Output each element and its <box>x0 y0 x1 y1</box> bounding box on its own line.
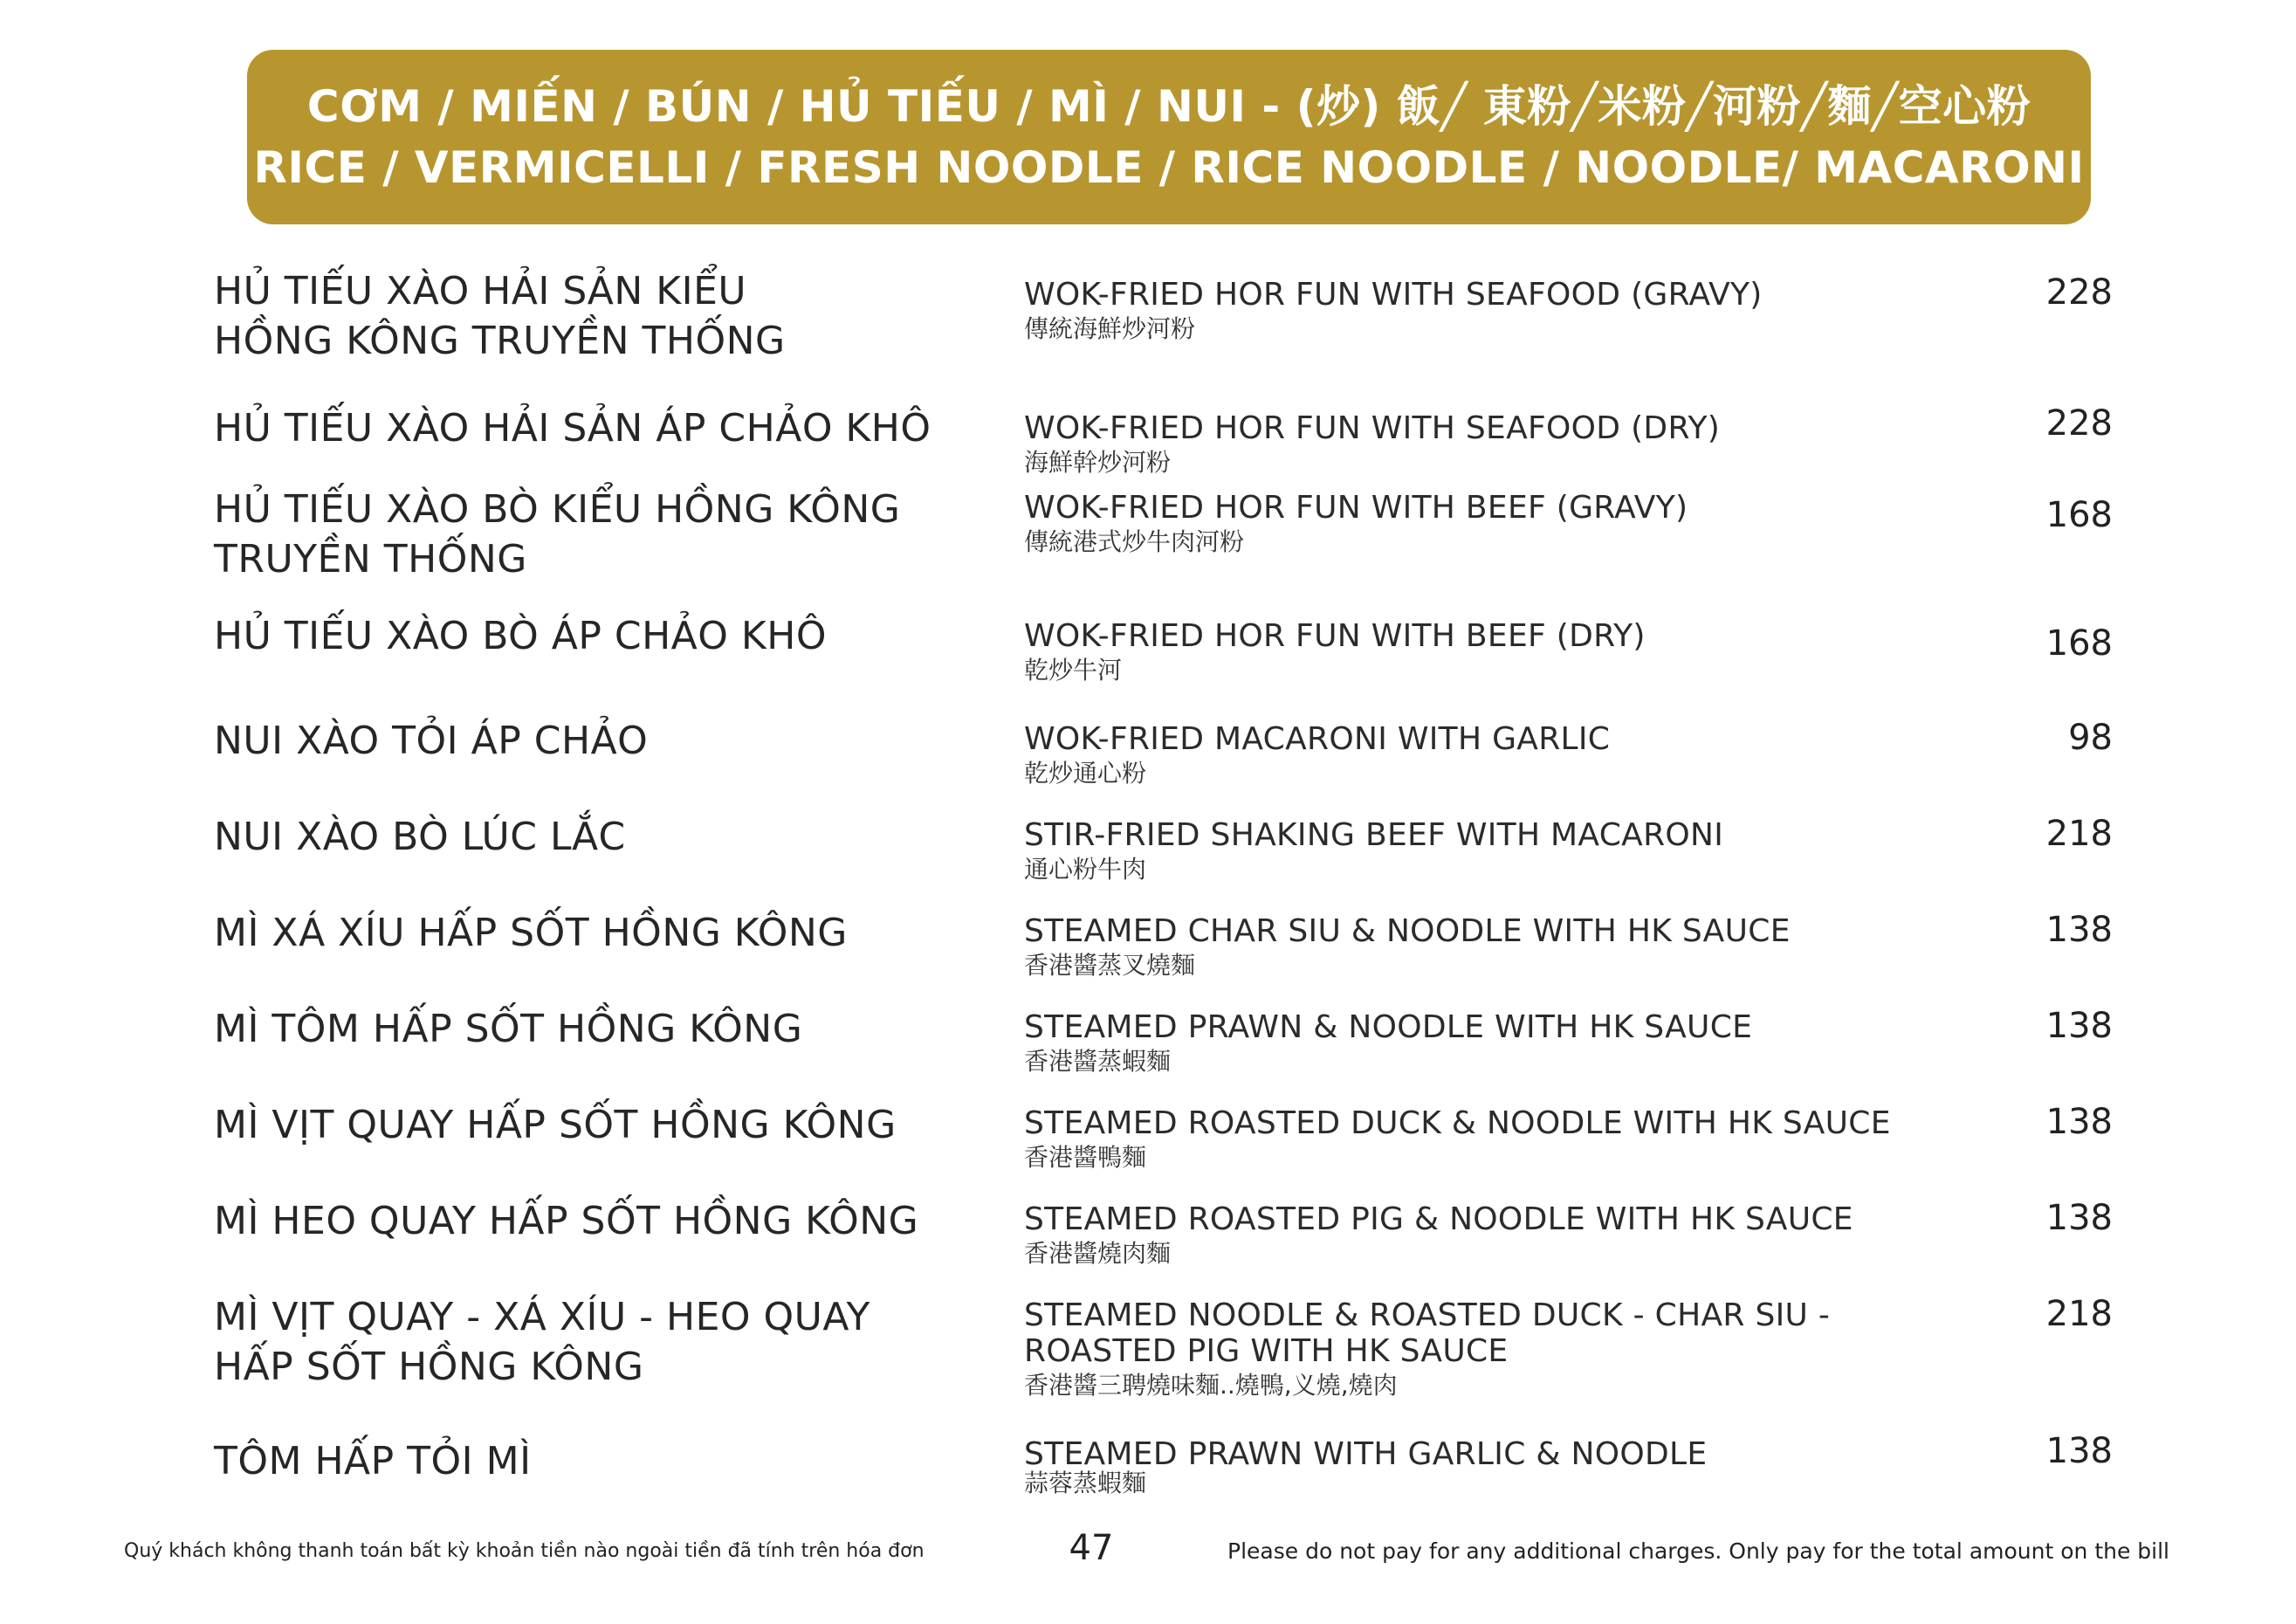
dish-price: 138 <box>2045 1431 2113 1471</box>
dish-name-vn: MÌ HEO QUAY HẤP SỐT HỒNG KÔNG <box>214 1199 919 1243</box>
dish-translation <box>1024 410 2028 479</box>
dish-translation <box>1024 1105 2028 1174</box>
section-title-vn-zh: CƠM / MIẾN / BÚN / HỦ TIẾU / MÌ / NUI - (炒) 飯╱ 東粉╱米粉╱河粉╱麵╱空心粉 <box>306 81 2031 132</box>
dish-name-en: STIR-FRIED SHAKING BEEF WITH MACARONI <box>1024 817 1724 853</box>
dish-price: 228 <box>2045 272 2113 313</box>
dish-name-en: STEAMED PRAWN WITH GARLIC & NOODLE <box>1024 1436 1708 1472</box>
dish-name-vn: MÌ TÔM HẤP SỐT HỒNG KÔNG <box>214 1007 803 1051</box>
dish-name-vn: HỦ TIẾU XÀO BÒ ÁP CHẢO KHÔ <box>214 614 827 658</box>
dish-translation <box>1024 618 2028 687</box>
dish-name-zh: 香港醬蒸叉燒麵 <box>1024 951 1196 980</box>
dish-translation <box>1024 1009 2028 1078</box>
dish-translation <box>1024 277 2028 346</box>
dish-name-vn: HỦ TIẾU XÀO HẢI SẢN KIỂU HỒNG KÔNG TRUYỀN THỐNG <box>214 269 786 363</box>
dish-price: 98 <box>2068 718 2113 758</box>
dish-name-vn: MÌ VỊT QUAY - XÁ XÍU - HEO QUAY HẤP SỐT HỒNG KÔNG <box>214 1295 870 1389</box>
dish-translation <box>1024 721 2028 790</box>
dish-name-en: STEAMED ROASTED PIG & NOODLE WITH HK SAUCE <box>1024 1201 1853 1237</box>
dish-name-zh: 蒜蓉蒸蝦麵 <box>1024 1469 1147 1497</box>
dish-name-en: STEAMED CHAR SIU & NOODLE WITH HK SAUCE <box>1024 913 1791 949</box>
dish-translation <box>1024 490 2028 559</box>
dish-name-zh: 香港醬三聘燒味麵..燒鴨,义燒,燒肉 <box>1024 1371 1398 1400</box>
dish-translation <box>1024 817 2028 886</box>
dish-name-zh: 香港醬燒肉麵 <box>1024 1239 1172 1268</box>
section-title-en: RICE / VERMICELLI / FRESH NOODLE / RICE NOODLE / NOODLE/ MACARONI <box>253 142 2085 193</box>
dish-name-vn: NUI XÀO TỎI ÁP CHẢO <box>214 719 649 763</box>
page-number: 47 <box>1069 1528 1114 1568</box>
dish-name-vn: HỦ TIẾU XÀO HẢI SẢN ÁP CHẢO KHÔ <box>214 406 931 451</box>
dish-translation <box>1024 1201 2028 1270</box>
dish-name-en: STEAMED NOODLE & ROASTED DUCK - CHAR SIU - ROASTED PIG WITH HK SAUCE <box>1024 1297 1831 1369</box>
dish-name-en: STEAMED PRAWN & NOODLE WITH HK SAUCE <box>1024 1009 1753 1045</box>
dish-name-en: WOK-FRIED MACARONI WITH GARLIC <box>1024 721 1611 757</box>
dish-name-vn: NUI XÀO BÒ LÚC LẮC <box>214 815 626 859</box>
dish-name-zh: 傳統海鮮炒河粉 <box>1024 314 1196 343</box>
dish-translation <box>1024 1297 2028 1402</box>
dish-name-en: WOK-FRIED HOR FUN WITH SEAFOOD (DRY) <box>1024 410 1721 446</box>
dish-price: 228 <box>2045 403 2113 444</box>
dish-name-en: WOK-FRIED HOR FUN WITH BEEF (GRAVY) <box>1024 490 1688 526</box>
dish-name-zh: 海鮮幹炒河粉 <box>1024 448 1172 477</box>
dish-translation <box>1024 913 2028 982</box>
page-footer <box>0 1528 2296 1580</box>
dish-price: 138 <box>2045 1006 2113 1046</box>
dish-name-zh: 香港醬鴨麵 <box>1024 1143 1147 1172</box>
dish-name-zh: 香港醬蒸蝦麵 <box>1024 1047 1172 1076</box>
dish-name-zh: 傳統港式炒牛肉河粉 <box>1024 527 1245 556</box>
dish-name-zh: 通心粉牛肉 <box>1024 855 1147 884</box>
dish-name-en: STEAMED ROASTED DUCK & NOODLE WITH HK SAUCE <box>1024 1105 1891 1141</box>
dish-name-vn: MÌ XÁ XÍU HẤP SỐT HỒNG KÔNG <box>214 911 848 955</box>
dish-name-vn: HỦ TIẾU XÀO BÒ KIỂU HỒNG KÔNG TRUYỀN THỐNG <box>214 487 901 581</box>
dish-price: 138 <box>2045 1198 2113 1238</box>
dish-price: 218 <box>2045 814 2113 854</box>
dish-name-zh: 乾炒通心粉 <box>1024 759 1147 788</box>
dish-price: 138 <box>2045 910 2113 950</box>
dish-name-en: WOK-FRIED HOR FUN WITH SEAFOOD (GRAVY) <box>1024 277 1763 313</box>
dish-name-en: WOK-FRIED HOR FUN WITH BEEF (DRY) <box>1024 618 1646 654</box>
dish-translation <box>1024 1436 2028 1500</box>
dish-name-zh: 乾炒牛河 <box>1024 656 1123 685</box>
dish-price: 138 <box>2045 1102 2113 1142</box>
dish-name-vn: TÔM HẤP TỎI MÌ <box>214 1439 532 1483</box>
footer-note-en: Please do not pay for any additional charges. Only pay for the total amount on the bill <box>1227 1538 2169 1564</box>
dish-price: 218 <box>2045 1294 2113 1334</box>
dish-price: 168 <box>2045 495 2113 535</box>
dish-price: 168 <box>2045 623 2113 664</box>
footer-note-vn: Quý khách không thanh toán bất kỳ khoản tiền nào ngoài tiền đã tính trên hóa đơn <box>124 1540 925 1562</box>
dish-name-vn: MÌ VỊT QUAY HẤP SỐT HỒNG KÔNG <box>214 1103 897 1147</box>
